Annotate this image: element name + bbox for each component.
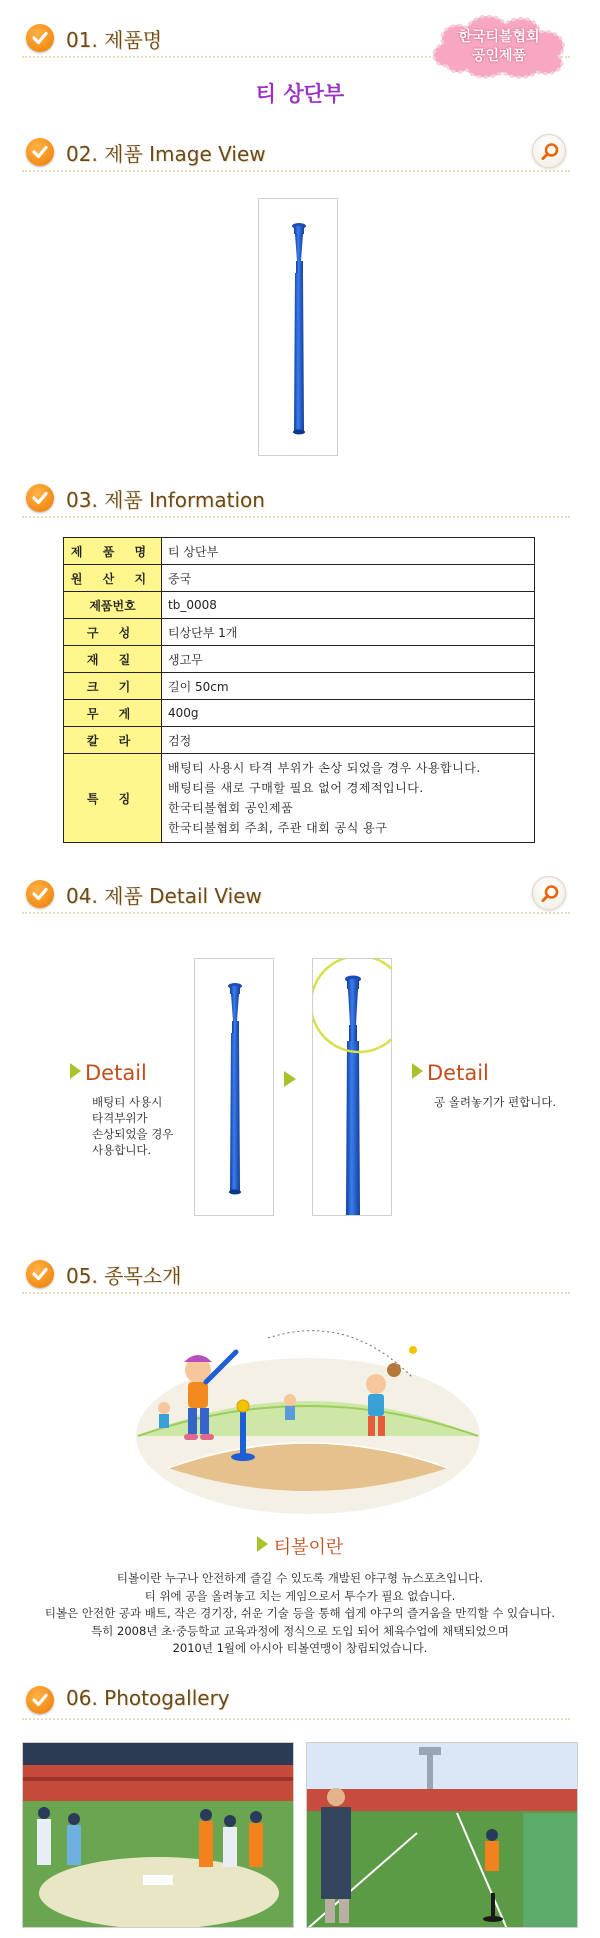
intro-title-text: 티볼이란 <box>273 1537 344 1558</box>
zoom-button[interactable] <box>532 876 566 910</box>
detail-text-right <box>434 1094 556 1110</box>
info-value: tb_0008 <box>162 592 535 619</box>
info-key: 무 게 <box>64 700 162 727</box>
section-title: 05. 종목소개 <box>66 1264 182 1288</box>
zoom-button[interactable] <box>532 134 566 168</box>
section-title: 04. 제품 Detail View <box>66 884 262 908</box>
section-title: 02. 제품 Image View <box>66 142 266 166</box>
detail-line: 타격부위가 <box>92 1111 148 1125</box>
product-name: 티 상단부 <box>255 82 345 106</box>
detail-label-text: Detail <box>85 1061 147 1085</box>
certified-badge <box>425 8 573 80</box>
section-header-photogallery <box>22 1680 570 1720</box>
product-info-table <box>63 537 535 843</box>
info-value: 400g <box>162 700 535 727</box>
intro-line: 티 위에 공을 올려놓고 치는 게임으로서 투수가 필요 없습니다. <box>144 1588 456 1603</box>
detail-line: 공 올려놓기가 편합니다. <box>434 1095 557 1109</box>
table-row <box>64 538 535 565</box>
product-image-frame <box>258 198 338 456</box>
section-header-intro <box>22 1254 570 1294</box>
info-key: 제 품 명 <box>64 538 162 565</box>
arrow-icon <box>70 1063 81 1079</box>
info-key: 재 질 <box>64 646 162 673</box>
info-value: 검정 <box>162 727 535 754</box>
check-icon <box>26 484 54 512</box>
intro-text <box>0 1570 600 1658</box>
info-key: 크 기 <box>64 673 162 700</box>
info-key: 칼 라 <box>64 727 162 754</box>
arrow-icon <box>257 1536 268 1552</box>
product-image <box>195 959 273 1215</box>
info-value: 길이 50cm <box>162 673 535 700</box>
check-icon <box>26 1260 54 1288</box>
intro-line: 특히 2008년 초·중등학교 교육과정에 정식으로 도입 되어 체육수업에 채택되었으며 <box>91 1623 509 1638</box>
info-value: 티상단부 1개 <box>162 619 535 646</box>
detail-label-right <box>412 1061 489 1085</box>
detail-line: 사용합니다. <box>92 1143 152 1157</box>
table-row <box>64 619 535 646</box>
detail-label-text: Detail <box>427 1061 489 1085</box>
section-title: 01. 제품명 <box>66 28 163 52</box>
section-title: 06. Photogallery <box>66 1686 230 1710</box>
detail-line: 손상되었을 경우 <box>92 1127 174 1141</box>
intro-line: 2010년 1월에 아시아 티볼연맹이 창립되었습니다. <box>172 1641 428 1655</box>
product-image-zoomed <box>313 959 391 1215</box>
search-icon <box>540 142 560 162</box>
detail-image-right <box>312 958 392 1216</box>
badge-line1: 한국티볼협회 <box>458 29 540 45</box>
check-icon <box>26 138 54 166</box>
feature-line: 배팅티 사용시 타격 부위가 손상 되었을 경우 사용합니다. <box>168 761 481 775</box>
info-value: 티 상단부 <box>162 538 535 565</box>
table-row <box>64 673 535 700</box>
info-features <box>162 754 535 843</box>
detail-image-left <box>194 958 274 1216</box>
arrow-right-icon <box>282 1070 298 1088</box>
table-row <box>64 700 535 727</box>
table-row <box>64 646 535 673</box>
intro-line: 티볼이란 누구나 안전하게 즐길 수 있도록 개발된 야구형 뉴스포츠입니다. <box>116 1571 484 1585</box>
check-icon <box>26 24 54 52</box>
badge-line2: 공인제품 <box>471 48 527 64</box>
table-row <box>64 727 535 754</box>
feature-line: 한국티볼협회 공인제품 <box>168 801 294 815</box>
gallery-photo[interactable] <box>22 1742 294 1928</box>
stadium-photo-1 <box>23 1743 294 1928</box>
check-icon <box>26 880 54 908</box>
detail-label-left <box>70 1061 147 1085</box>
arrow-icon <box>412 1063 423 1079</box>
intro-title <box>0 1533 600 1559</box>
table-row <box>64 592 535 619</box>
detail-line: 배팅티 사용시 <box>92 1095 163 1109</box>
gallery-photo[interactable] <box>306 1742 578 1928</box>
info-key: 구 성 <box>64 619 162 646</box>
info-key: 제품번호 <box>64 592 162 619</box>
section-header-image-view <box>22 132 570 172</box>
info-key: 특 징 <box>64 754 162 843</box>
section-title: 03. 제품 Information <box>66 488 265 512</box>
stadium-photo-2 <box>307 1743 578 1928</box>
check-icon <box>26 1686 54 1714</box>
intro-line: 티볼은 안전한 공과 배트, 작은 경기장, 쉬운 기술 등을 통해 쉽게 야구의 즐거움을 만끽할 수 있습니다. <box>44 1606 556 1620</box>
section-header-information <box>22 478 570 518</box>
teeball-illustration <box>128 1318 488 1518</box>
feature-line: 배팅티를 새로 구매할 필요 없어 경제적입니다. <box>168 781 424 795</box>
detail-text-left <box>92 1094 173 1158</box>
feature-line: 한국티볼협회 주최, 주관 대회 공식 용구 <box>168 821 388 835</box>
product-image <box>259 199 337 455</box>
search-icon <box>540 884 560 904</box>
table-row <box>64 565 535 592</box>
table-row <box>64 754 535 843</box>
info-key: 원 산 지 <box>64 565 162 592</box>
info-value: 생고무 <box>162 646 535 673</box>
section-header-detail-view <box>22 874 570 914</box>
info-value: 중국 <box>162 565 535 592</box>
